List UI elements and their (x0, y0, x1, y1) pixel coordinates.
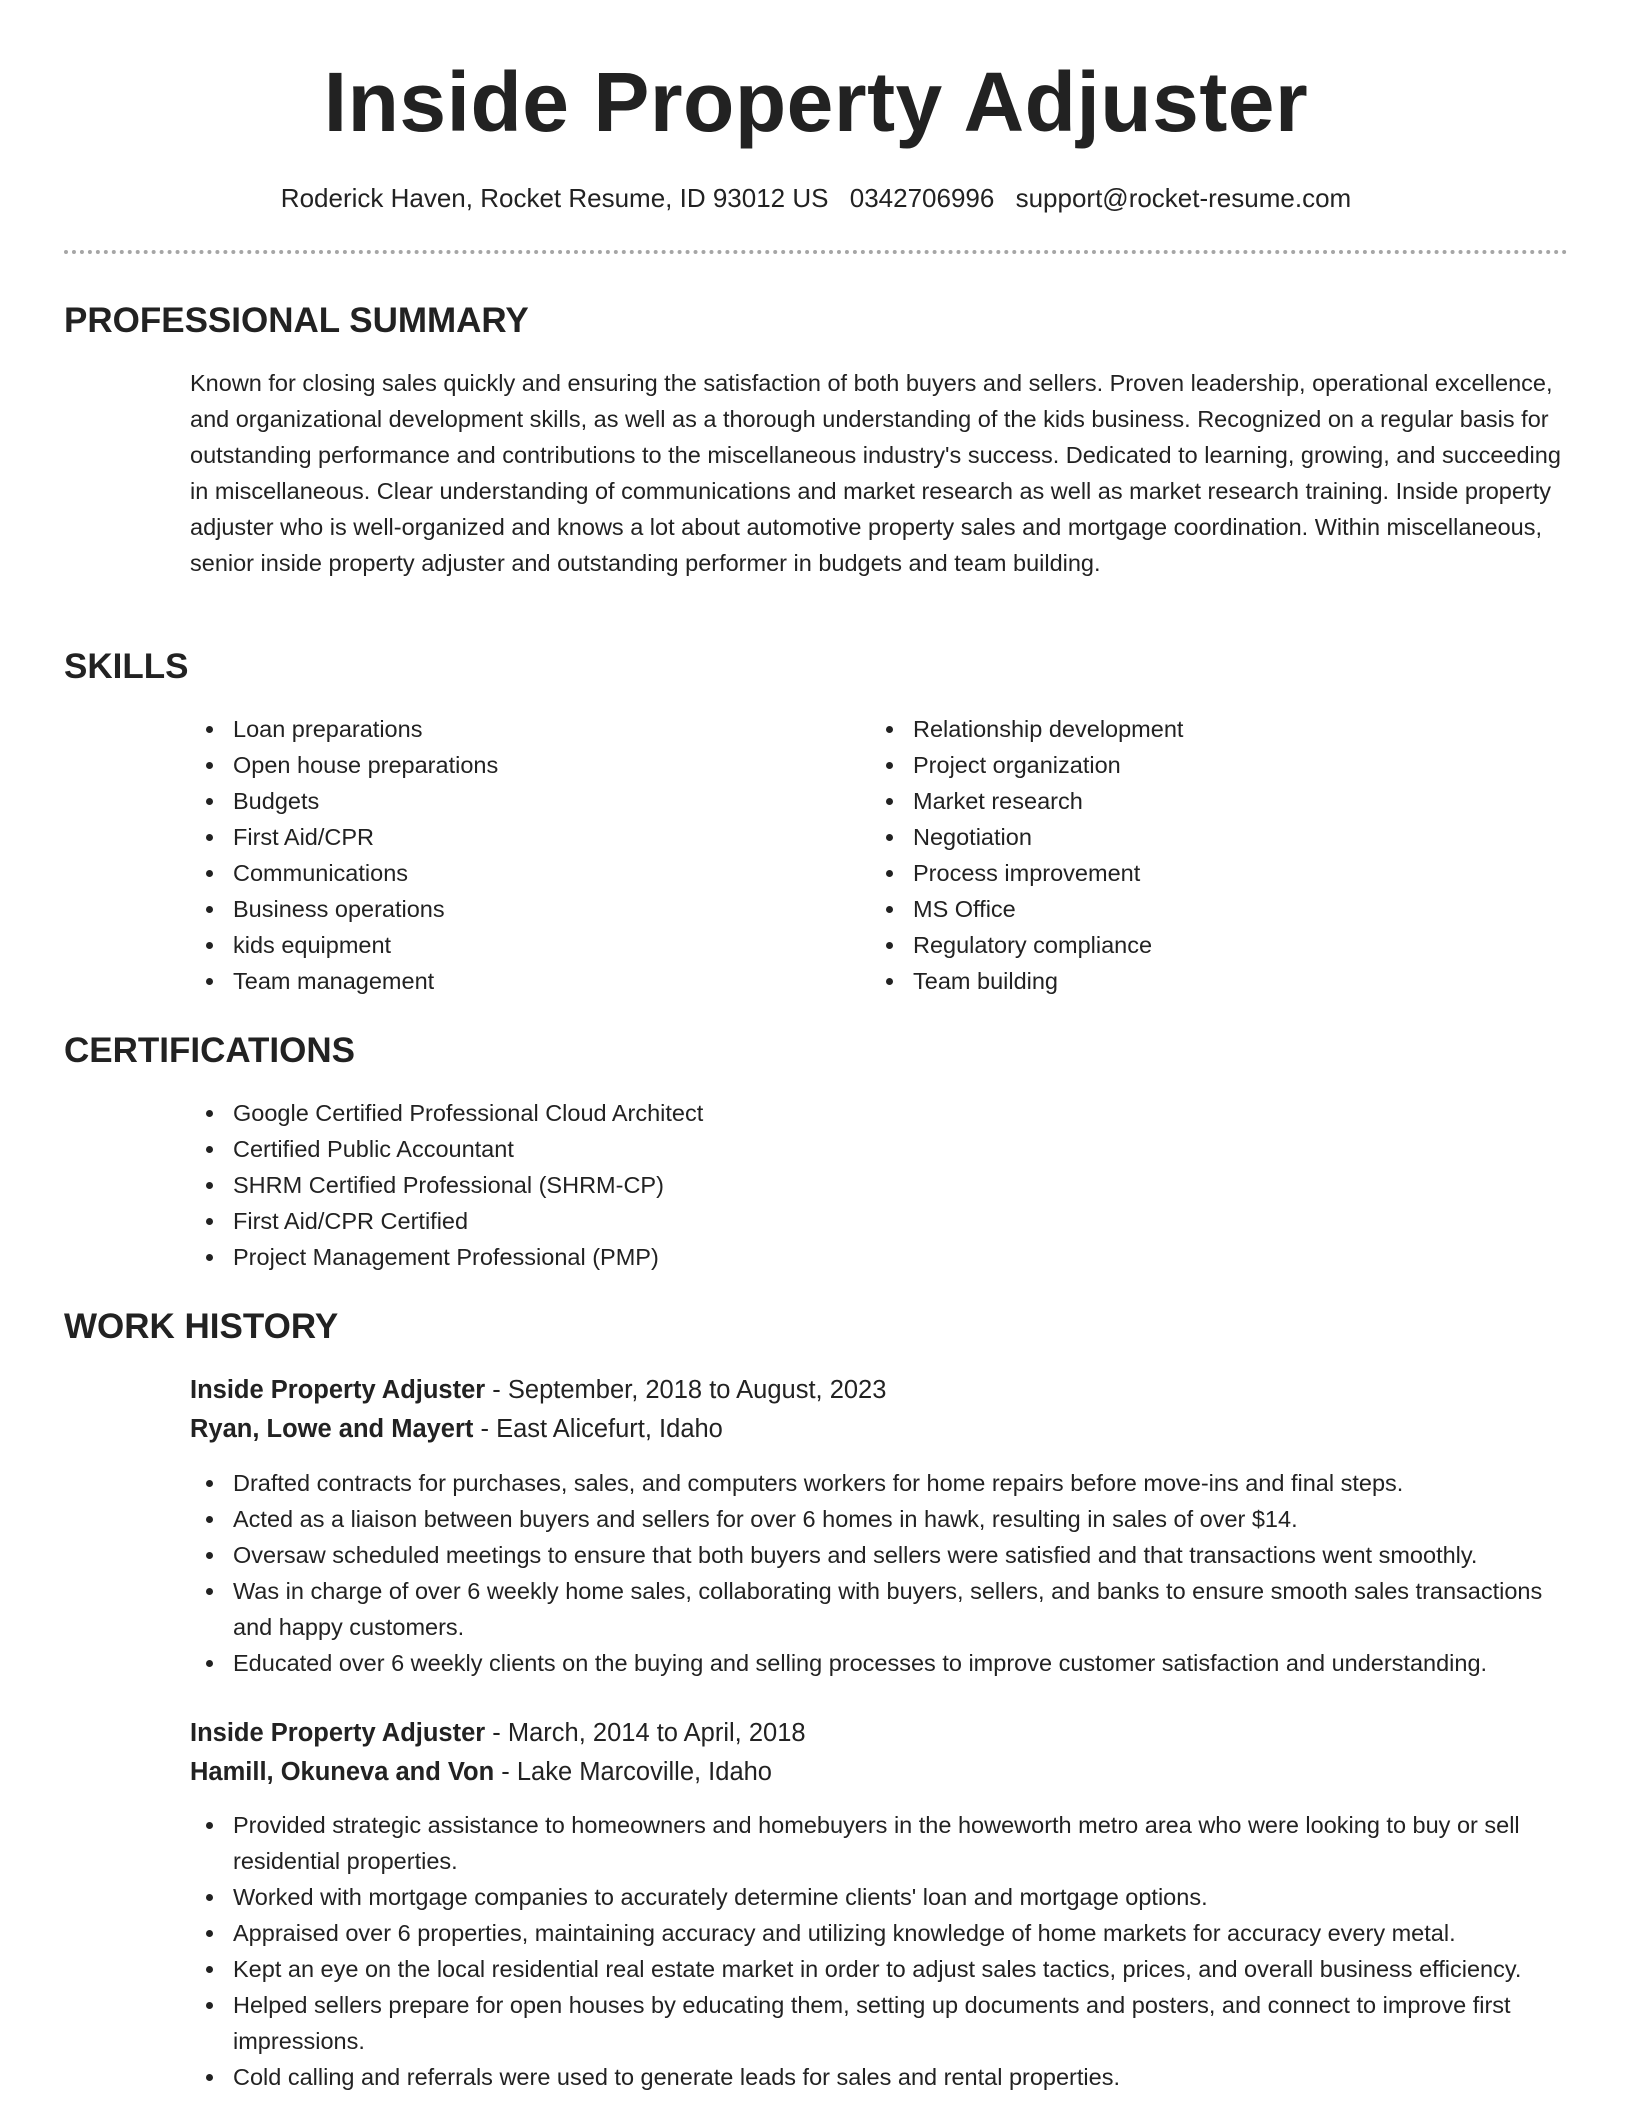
contact-line (0, 181, 1632, 215)
job-company: Ryan, Lowe and Mayert (190, 1415, 474, 1443)
job-dates: - September, 2018 to August, 2023 (485, 1376, 887, 1404)
job-duty-item: Kept an eye on the local residential real estate market in order to adjust sales tactics, prices, and overall business efficiency. (190, 1951, 1570, 1987)
job-duties-list (190, 1465, 1570, 1681)
job-duty-item: Cold calling and referrals were used to generate leads for sales and rental properties. (190, 2059, 1570, 2095)
job-company-line (190, 1753, 772, 1792)
job-location: - East Alicefurt, Idaho (473, 1415, 723, 1443)
job-duty-item: Appraised over 6 properties, maintaining accuracy and utilizing knowledge of home markets for accuracy every metal. (190, 1915, 1570, 1951)
skill-item: Relationship development (870, 711, 1510, 747)
skills-heading: SKILLS (64, 647, 189, 686)
certifications-list (190, 1095, 1570, 1275)
skill-item: Team building (870, 963, 1510, 999)
certifications-heading: CERTIFICATIONS (64, 1031, 356, 1070)
certification-item: Google Certified Professional Cloud Architect (190, 1095, 1570, 1131)
job-duty-item: Was in charge of over 6 weekly home sales, collaborating with buyers, sellers, and banks to ensure smooth sales transactions and happy customers. (190, 1573, 1570, 1645)
job-duty-item: Oversaw scheduled meetings to ensure that both buyers and sellers were satisfied and that transactions went smoothly. (190, 1537, 1570, 1573)
summary-heading: PROFESSIONAL SUMMARY (64, 301, 529, 340)
job-duty-item: Provided strategic assistance to homeowners and homebuyers in the howeworth metro area who were looking to buy or sell residential properties. (190, 1807, 1570, 1879)
job-company: Hamill, Okuneva and Von (190, 1758, 495, 1786)
skill-item: Loan preparations (190, 711, 830, 747)
skill-item: Open house preparations (190, 747, 830, 783)
job-title: Inside Property Adjuster (190, 1376, 486, 1404)
contact-email: support@rocket-resume.com (1015, 183, 1352, 213)
job-duty-item: Drafted contracts for purchases, sales, and computers workers for home repairs before move-ins and final steps. (190, 1465, 1570, 1501)
resume-title: Inside Property Adjuster (323, 55, 1309, 149)
job-duties-list (190, 1807, 1570, 2095)
skill-item: Market research (870, 783, 1510, 819)
job-company-line (190, 1410, 723, 1449)
skill-item: Regulatory compliance (870, 927, 1510, 963)
skill-item: Communications (190, 855, 830, 891)
contact-phone: 0342706996 (849, 183, 995, 213)
job-title-line (190, 1371, 886, 1410)
header-divider (64, 250, 1568, 254)
job-duty-item: Acted as a liaison between buyers and sellers for over 6 homes in hawk, resulting in sales of over $14. (190, 1501, 1570, 1537)
certification-item: First Aid/CPR Certified (190, 1203, 1570, 1239)
certification-item: Project Management Professional (PMP) (190, 1239, 1570, 1275)
skill-item: First Aid/CPR (190, 819, 830, 855)
skill-item: MS Office (870, 891, 1510, 927)
summary-text: Known for closing sales quickly and ensuring the satisfaction of both buyers and sellers. Proven leadership, operational excellence, and organizational development skills, as well as a thorough understanding of the kids business. Recognized on a regular basis for outstanding performance and contributions to the miscellaneous industry's success. Dedicated to learning, growing, and succeeding in miscellaneous. Clear understanding of communications and market research as well as market research training. Inside property adjuster who is well-organized and knows a lot about automotive property sales and mortgage coordination. Within miscellaneous, senior inside property adjuster and outstanding performer in budgets and team building. (190, 370, 1561, 576)
job-duty-item: Worked with mortgage companies to accurately determine clients' loan and mortgage options. (190, 1879, 1570, 1915)
skill-item: Business operations (190, 891, 830, 927)
certification-item: Certified Public Accountant (190, 1131, 1570, 1167)
skills-list-left (190, 711, 830, 999)
skill-item: Project organization (870, 747, 1510, 783)
skill-item: Budgets (190, 783, 830, 819)
skill-item: kids equipment (190, 927, 830, 963)
job-dates: - March, 2014 to April, 2018 (485, 1719, 806, 1747)
job-location: - Lake Marcoville, Idaho (494, 1758, 772, 1786)
certification-item: SHRM Certified Professional (SHRM-CP) (190, 1167, 1570, 1203)
skill-item: Process improvement (870, 855, 1510, 891)
contact-address: Roderick Haven, Rocket Resume, ID 93012 US (280, 183, 829, 213)
skill-item: Team management (190, 963, 830, 999)
job-duty-item: Educated over 6 weekly clients on the buying and selling processes to improve customer satisfaction and understanding. (190, 1645, 1570, 1681)
work-history-heading: WORK HISTORY (64, 1307, 339, 1346)
job-duty-item: Helped sellers prepare for open houses by educating them, setting up documents and posters, and connect to improve first impressions. (190, 1987, 1570, 2059)
skill-item: Negotiation (870, 819, 1510, 855)
job-title-line (190, 1714, 806, 1753)
job-title: Inside Property Adjuster (190, 1719, 486, 1747)
skills-list-right (870, 711, 1510, 999)
